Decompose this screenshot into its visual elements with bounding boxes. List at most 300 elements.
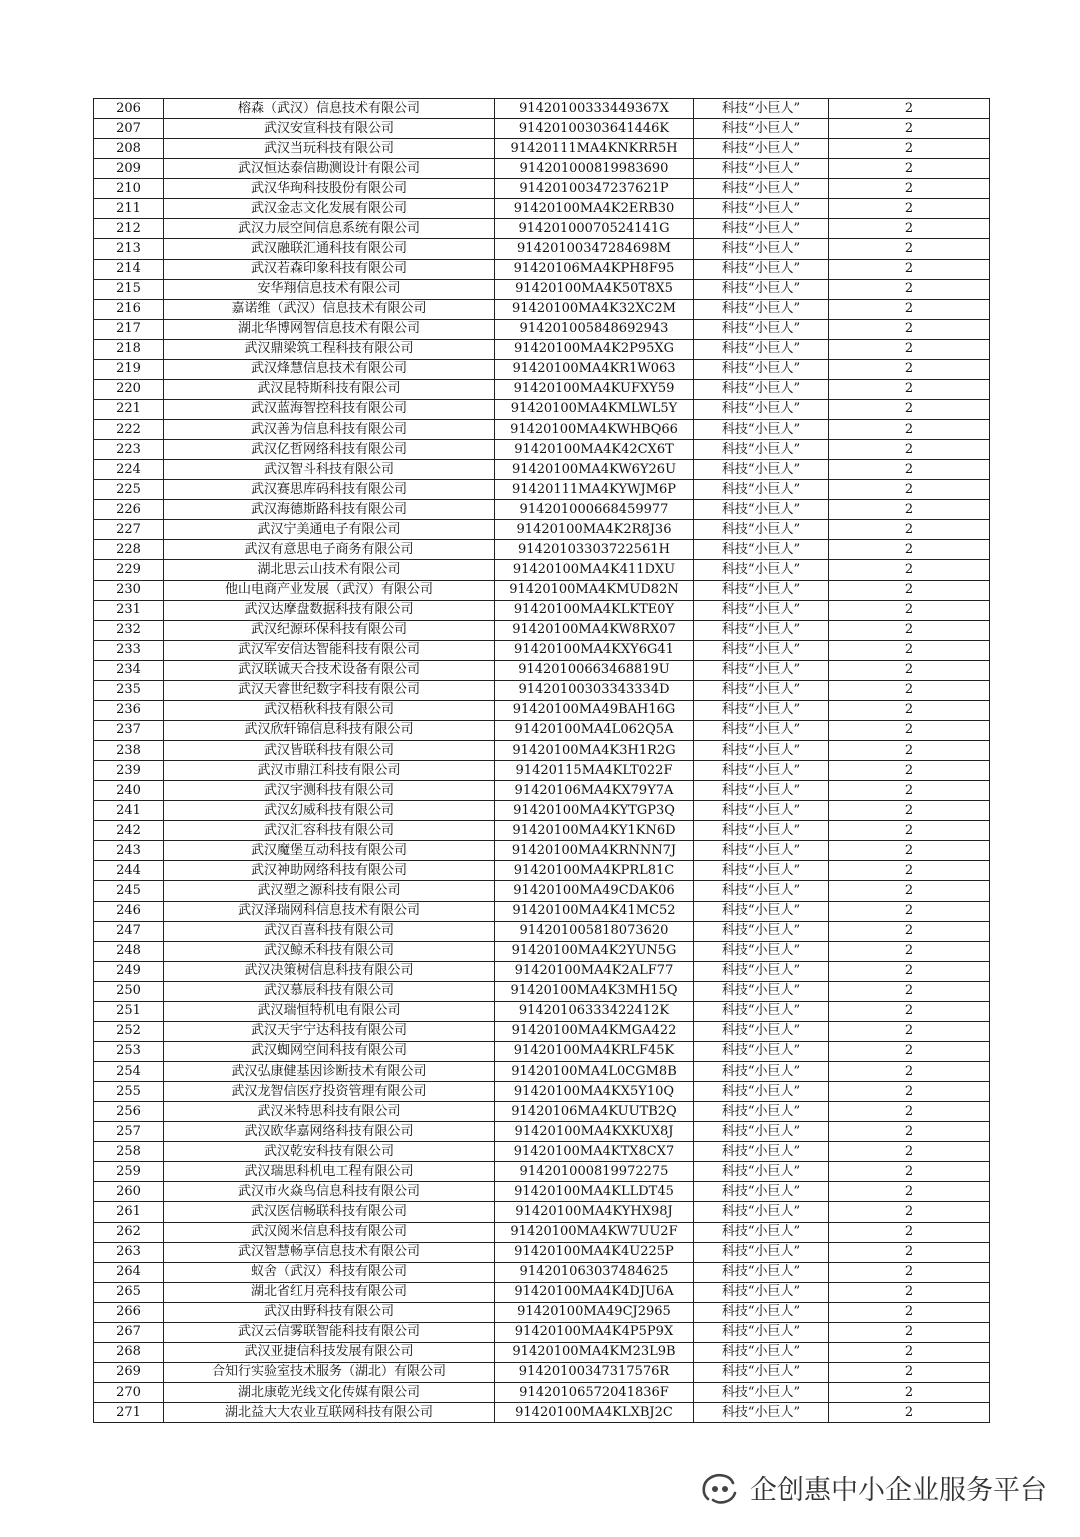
- category-cell: 科技“小巨人”: [694, 1021, 829, 1041]
- batch-cell: 2: [829, 420, 990, 440]
- table-row: [94, 279, 990, 299]
- company-name-cell: 武汉蓝海智控科技有限公司: [164, 399, 495, 419]
- table-row: [94, 1362, 990, 1382]
- category-cell: 科技“小巨人”: [694, 319, 829, 339]
- row-number-cell: 228: [94, 540, 164, 560]
- credit-code-cell: 91420100MA4K42CX6T: [495, 440, 694, 460]
- table-row: [94, 761, 990, 781]
- credit-code-cell: 91420100MA4KW8RX07: [495, 620, 694, 640]
- row-number-cell: 266: [94, 1302, 164, 1322]
- category-cell: 科技“小巨人”: [694, 680, 829, 700]
- credit-code-cell: 91420100MA4K2ERB30: [495, 199, 694, 219]
- credit-code-cell: 91420100070524141G: [495, 219, 694, 239]
- table-row: [94, 440, 990, 460]
- batch-cell: 2: [829, 1001, 990, 1021]
- batch-cell: 2: [829, 99, 990, 119]
- company-name-cell: 武汉欣轩锦信息科技有限公司: [164, 720, 495, 740]
- table-row: [94, 580, 990, 600]
- batch-cell: 2: [829, 560, 990, 580]
- table-row: [94, 219, 990, 239]
- row-number-cell: 270: [94, 1383, 164, 1403]
- credit-code-cell: 91420100MA4KW7UU2F: [495, 1222, 694, 1242]
- category-cell: 科技“小巨人”: [694, 1342, 829, 1362]
- credit-code-cell: 91420106MA4KPH8F95: [495, 259, 694, 279]
- table-row: [94, 1162, 990, 1182]
- table-row: [94, 399, 990, 419]
- table-row: [94, 239, 990, 259]
- category-cell: 科技“小巨人”: [694, 1082, 829, 1102]
- credit-code-cell: 91420115MA4KLT022F: [495, 761, 694, 781]
- table-row: [94, 119, 990, 139]
- row-number-cell: 237: [94, 720, 164, 740]
- batch-cell: 2: [829, 881, 990, 901]
- category-cell: 科技“小巨人”: [694, 1142, 829, 1162]
- credit-code-cell: 91420100MA4KYTGP3Q: [495, 801, 694, 821]
- row-number-cell: 227: [94, 520, 164, 540]
- row-number-cell: 262: [94, 1222, 164, 1242]
- table-row: [94, 379, 990, 399]
- category-cell: 科技“小巨人”: [694, 219, 829, 239]
- credit-code-cell: 91420100MA4KPRL81C: [495, 861, 694, 881]
- category-cell: 科技“小巨人”: [694, 480, 829, 500]
- company-name-cell: 武汉决策树信息科技有限公司: [164, 961, 495, 981]
- batch-cell: 2: [829, 781, 990, 801]
- company-name-cell: 武汉昆特斯科技有限公司: [164, 379, 495, 399]
- category-cell: 科技“小巨人”: [694, 1102, 829, 1122]
- batch-cell: 2: [829, 1142, 990, 1162]
- credit-code-cell: 91420100MA4K50T8X5: [495, 279, 694, 299]
- table-row: [94, 199, 990, 219]
- table-row: [94, 841, 990, 861]
- batch-cell: 2: [829, 921, 990, 941]
- credit-code-cell: 91420100MA4KRNNN7J: [495, 841, 694, 861]
- row-number-cell: 217: [94, 319, 164, 339]
- table-row: [94, 781, 990, 801]
- company-name-cell: 武汉瑞恒特机电有限公司: [164, 1001, 495, 1021]
- category-cell: 科技“小巨人”: [694, 981, 829, 1001]
- category-cell: 科技“小巨人”: [694, 119, 829, 139]
- batch-cell: 2: [829, 179, 990, 199]
- batch-cell: 2: [829, 279, 990, 299]
- credit-code-cell: 91420100MA4K2R8J36: [495, 520, 694, 540]
- category-cell: 科技“小巨人”: [694, 1202, 829, 1222]
- table-row: [94, 640, 990, 660]
- credit-code-cell: 914201000819983690: [495, 159, 694, 179]
- credit-code-cell: 91420106333422412K: [495, 1001, 694, 1021]
- category-cell: 科技“小巨人”: [694, 540, 829, 560]
- company-name-cell: 武汉蜘网空间科技有限公司: [164, 1041, 495, 1061]
- row-number-cell: 238: [94, 741, 164, 761]
- table-row: [94, 339, 990, 359]
- batch-cell: 2: [829, 580, 990, 600]
- company-name-cell: 武汉烽慧信息技术有限公司: [164, 359, 495, 379]
- company-name-cell: 湖北康乾光线文化传媒有限公司: [164, 1383, 495, 1403]
- batch-cell: 2: [829, 861, 990, 881]
- batch-cell: 2: [829, 1302, 990, 1322]
- batch-cell: 2: [829, 239, 990, 259]
- category-cell: 科技“小巨人”: [694, 1062, 829, 1082]
- category-cell: 科技“小巨人”: [694, 179, 829, 199]
- batch-cell: 2: [829, 680, 990, 700]
- credit-code-cell: 91420100MA4K4P5P9X: [495, 1322, 694, 1342]
- category-cell: 科技“小巨人”: [694, 1162, 829, 1182]
- category-cell: 科技“小巨人”: [694, 620, 829, 640]
- batch-cell: 2: [829, 660, 990, 680]
- row-number-cell: 256: [94, 1102, 164, 1122]
- batch-cell: 2: [829, 961, 990, 981]
- company-name-cell: 武汉百喜科技有限公司: [164, 921, 495, 941]
- credit-code-cell: 91420100MA4KY1KN6D: [495, 821, 694, 841]
- row-number-cell: 245: [94, 881, 164, 901]
- company-name-cell: 武汉海德斯路科技有限公司: [164, 500, 495, 520]
- row-number-cell: 214: [94, 259, 164, 279]
- table-row: [94, 1222, 990, 1242]
- row-number-cell: 231: [94, 600, 164, 620]
- batch-cell: 2: [829, 399, 990, 419]
- row-number-cell: 209: [94, 159, 164, 179]
- company-name-cell: 武汉智慧畅享信息技术有限公司: [164, 1242, 495, 1262]
- batch-cell: 2: [829, 821, 990, 841]
- table-row: [94, 1202, 990, 1222]
- category-cell: 科技“小巨人”: [694, 440, 829, 460]
- credit-code-cell: 91420100MA49CDAK06: [495, 881, 694, 901]
- credit-code-cell: 91420100MA4K3MH15Q: [495, 981, 694, 1001]
- table-row: [94, 741, 990, 761]
- company-name-cell: 武汉市鼎江科技有限公司: [164, 761, 495, 781]
- credit-code-cell: 91420100MA49BAH16G: [495, 700, 694, 720]
- credit-code-cell: 91420100333449367X: [495, 99, 694, 119]
- company-name-cell: 湖北华博网智信息技术有限公司: [164, 319, 495, 339]
- row-number-cell: 229: [94, 560, 164, 580]
- credit-code-cell: 91420100MA4KXKUX8J: [495, 1122, 694, 1142]
- credit-code-cell: 91420111MA4KYWJM6P: [495, 480, 694, 500]
- credit-code-cell: 91420100MA4K4U225P: [495, 1242, 694, 1262]
- table-row: [94, 700, 990, 720]
- company-name-cell: 武汉泽瑞网科信息技术有限公司: [164, 901, 495, 921]
- row-number-cell: 219: [94, 359, 164, 379]
- category-cell: 科技“小巨人”: [694, 500, 829, 520]
- company-name-cell: 湖北省红月亮科技有限公司: [164, 1282, 495, 1302]
- batch-cell: 2: [829, 259, 990, 279]
- batch-cell: 2: [829, 319, 990, 339]
- batch-cell: 2: [829, 299, 990, 319]
- company-name-cell: 武汉鲸禾科技有限公司: [164, 941, 495, 961]
- category-cell: 科技“小巨人”: [694, 99, 829, 119]
- table-row: [94, 821, 990, 841]
- batch-cell: 2: [829, 981, 990, 1001]
- row-number-cell: 267: [94, 1322, 164, 1342]
- category-cell: 科技“小巨人”: [694, 841, 829, 861]
- row-number-cell: 221: [94, 399, 164, 419]
- category-cell: 科技“小巨人”: [694, 359, 829, 379]
- credit-code-cell: 91420106572041836F: [495, 1383, 694, 1403]
- row-number-cell: 247: [94, 921, 164, 941]
- batch-cell: 2: [829, 640, 990, 660]
- row-number-cell: 215: [94, 279, 164, 299]
- row-number-cell: 235: [94, 680, 164, 700]
- table-row: [94, 600, 990, 620]
- category-cell: 科技“小巨人”: [694, 1001, 829, 1021]
- table-row: [94, 299, 990, 319]
- category-cell: 科技“小巨人”: [694, 399, 829, 419]
- category-cell: 科技“小巨人”: [694, 1182, 829, 1202]
- credit-code-cell: 91420100MA49CJ2965: [495, 1302, 694, 1322]
- batch-cell: 2: [829, 199, 990, 219]
- credit-code-cell: 91420100347317576R: [495, 1362, 694, 1382]
- company-name-cell: 武汉华珣科技股份有限公司: [164, 179, 495, 199]
- batch-cell: 2: [829, 1282, 990, 1302]
- credit-code-cell: 91420100MA4K41MC52: [495, 901, 694, 921]
- table-row: [94, 1242, 990, 1262]
- row-number-cell: 268: [94, 1342, 164, 1362]
- row-number-cell: 248: [94, 941, 164, 961]
- row-number-cell: 240: [94, 781, 164, 801]
- company-name-cell: 武汉天睿世纪数字科技有限公司: [164, 680, 495, 700]
- row-number-cell: 250: [94, 981, 164, 1001]
- credit-code-cell: 91420100MA4K2YUN5G: [495, 941, 694, 961]
- company-list-table: [93, 98, 990, 1423]
- category-cell: 科技“小巨人”: [694, 741, 829, 761]
- company-name-cell: 武汉鼎梁筑工程科技有限公司: [164, 339, 495, 359]
- credit-code-cell: 91420103303722561H: [495, 540, 694, 560]
- credit-code-cell: 914201000668459977: [495, 500, 694, 520]
- row-number-cell: 259: [94, 1162, 164, 1182]
- table-row: [94, 520, 990, 540]
- credit-code-cell: 91420100MA4L062Q5A: [495, 720, 694, 740]
- company-name-cell: 武汉龙智信医疗投资管理有限公司: [164, 1082, 495, 1102]
- row-number-cell: 208: [94, 139, 164, 159]
- company-name-cell: 武汉智斗科技有限公司: [164, 460, 495, 480]
- category-cell: 科技“小巨人”: [694, 1041, 829, 1061]
- row-number-cell: 252: [94, 1021, 164, 1041]
- company-name-cell: 武汉亚捷信科技发展有限公司: [164, 1342, 495, 1362]
- company-name-cell: 合知行实验室技术服务（湖北）有限公司: [164, 1362, 495, 1382]
- row-number-cell: 243: [94, 841, 164, 861]
- company-name-cell: 武汉有意思电子商务有限公司: [164, 540, 495, 560]
- table-row: [94, 961, 990, 981]
- company-name-cell: 武汉弘康健基因诊断技术有限公司: [164, 1062, 495, 1082]
- category-cell: 科技“小巨人”: [694, 259, 829, 279]
- category-cell: 科技“小巨人”: [694, 159, 829, 179]
- category-cell: 科技“小巨人”: [694, 1302, 829, 1322]
- company-name-cell: 武汉塑之源科技有限公司: [164, 881, 495, 901]
- company-name-cell: 湖北益大大农业互联网科技有限公司: [164, 1403, 495, 1423]
- category-cell: 科技“小巨人”: [694, 761, 829, 781]
- table-row: [94, 1182, 990, 1202]
- category-cell: 科技“小巨人”: [694, 1242, 829, 1262]
- category-cell: 科技“小巨人”: [694, 781, 829, 801]
- company-name-cell: 武汉市火焱鸟信息科技有限公司: [164, 1182, 495, 1202]
- credit-code-cell: 91420100MA4KTX8CX7: [495, 1142, 694, 1162]
- table-row: [94, 179, 990, 199]
- company-name-cell: 蚁舍（武汉）科技有限公司: [164, 1262, 495, 1282]
- batch-cell: 2: [829, 1062, 990, 1082]
- credit-code-cell: 91420100MA4KUFXY59: [495, 379, 694, 399]
- category-cell: 科技“小巨人”: [694, 560, 829, 580]
- row-number-cell: 206: [94, 99, 164, 119]
- category-cell: 科技“小巨人”: [694, 1262, 829, 1282]
- batch-cell: 2: [829, 1383, 990, 1403]
- credit-code-cell: 91420106MA4KUUTB2Q: [495, 1102, 694, 1122]
- batch-cell: 2: [829, 1403, 990, 1423]
- category-cell: 科技“小巨人”: [694, 1122, 829, 1142]
- row-number-cell: 223: [94, 440, 164, 460]
- category-cell: 科技“小巨人”: [694, 961, 829, 981]
- batch-cell: 2: [829, 440, 990, 460]
- company-name-cell: 武汉阅米信息科技有限公司: [164, 1222, 495, 1242]
- credit-code-cell: 91420100MA4K2P95XG: [495, 339, 694, 359]
- table-row: [94, 460, 990, 480]
- company-name-cell: 武汉天宇宁达科技有限公司: [164, 1021, 495, 1041]
- category-cell: 科技“小巨人”: [694, 901, 829, 921]
- category-cell: 科技“小巨人”: [694, 821, 829, 841]
- row-number-cell: 261: [94, 1202, 164, 1222]
- company-name-cell: 武汉赛思库码科技有限公司: [164, 480, 495, 500]
- table-row: [94, 620, 990, 640]
- batch-cell: 2: [829, 540, 990, 560]
- company-name-cell: 武汉云信雾联智能科技有限公司: [164, 1322, 495, 1342]
- category-cell: 科技“小巨人”: [694, 339, 829, 359]
- row-number-cell: 260: [94, 1182, 164, 1202]
- row-number-cell: 220: [94, 379, 164, 399]
- category-cell: 科技“小巨人”: [694, 199, 829, 219]
- table-row: [94, 1342, 990, 1362]
- table-body: [94, 99, 990, 1423]
- credit-code-cell: 91420100MA4L0CGM8B: [495, 1062, 694, 1082]
- credit-code-cell: 91420100303343334D: [495, 680, 694, 700]
- company-name-cell: 武汉梧秋科技有限公司: [164, 700, 495, 720]
- category-cell: 科技“小巨人”: [694, 801, 829, 821]
- row-number-cell: 210: [94, 179, 164, 199]
- company-name-cell: 武汉皆联科技有限公司: [164, 741, 495, 761]
- row-number-cell: 265: [94, 1282, 164, 1302]
- batch-cell: 2: [829, 1322, 990, 1342]
- company-name-cell: 武汉融联汇通科技有限公司: [164, 239, 495, 259]
- table-row: [94, 99, 990, 119]
- company-name-cell: 武汉金志文化发展有限公司: [164, 199, 495, 219]
- batch-cell: 2: [829, 901, 990, 921]
- row-number-cell: 263: [94, 1242, 164, 1262]
- company-name-cell: 武汉欧华嘉网络科技有限公司: [164, 1122, 495, 1142]
- company-name-cell: 武汉汇容科技有限公司: [164, 821, 495, 841]
- table-row: [94, 480, 990, 500]
- company-name-cell: 武汉米特思科技有限公司: [164, 1102, 495, 1122]
- credit-code-cell: 91420100347284698M: [495, 239, 694, 259]
- row-number-cell: 224: [94, 460, 164, 480]
- category-cell: 科技“小巨人”: [694, 239, 829, 259]
- batch-cell: 2: [829, 741, 990, 761]
- row-number-cell: 225: [94, 480, 164, 500]
- table-row: [94, 159, 990, 179]
- company-name-cell: 武汉安宣科技有限公司: [164, 119, 495, 139]
- table-row: [94, 680, 990, 700]
- table-row: [94, 500, 990, 520]
- category-cell: 科技“小巨人”: [694, 1282, 829, 1302]
- category-cell: 科技“小巨人”: [694, 700, 829, 720]
- row-number-cell: 244: [94, 861, 164, 881]
- row-number-cell: 257: [94, 1122, 164, 1142]
- credit-code-cell: 91420100MA4KMGA422: [495, 1021, 694, 1041]
- batch-cell: 2: [829, 700, 990, 720]
- company-name-cell: 武汉宁美通电子有限公司: [164, 520, 495, 540]
- credit-code-cell: 91420100MA4KMLWL5Y: [495, 399, 694, 419]
- category-cell: 科技“小巨人”: [694, 720, 829, 740]
- row-number-cell: 218: [94, 339, 164, 359]
- table-row: [94, 1062, 990, 1082]
- table-row: [94, 560, 990, 580]
- credit-code-cell: 91420100MA4KW6Y26U: [495, 460, 694, 480]
- row-number-cell: 211: [94, 199, 164, 219]
- category-cell: 科技“小巨人”: [694, 139, 829, 159]
- row-number-cell: 226: [94, 500, 164, 520]
- row-number-cell: 246: [94, 901, 164, 921]
- company-name-cell: 武汉医信畅联科技有限公司: [164, 1202, 495, 1222]
- wechat-official-account-icon: [700, 1469, 740, 1505]
- batch-cell: 2: [829, 460, 990, 480]
- row-number-cell: 233: [94, 640, 164, 660]
- table-row: [94, 1102, 990, 1122]
- company-name-cell: 武汉魔堡互动科技有限公司: [164, 841, 495, 861]
- batch-cell: 2: [829, 500, 990, 520]
- batch-cell: 2: [829, 941, 990, 961]
- watermark: [700, 1467, 1047, 1507]
- category-cell: 科技“小巨人”: [694, 640, 829, 660]
- credit-code-cell: 91420100347237621P: [495, 179, 694, 199]
- company-name-cell: 武汉达摩盘数据科技有限公司: [164, 600, 495, 620]
- credit-code-cell: 914201005818073620: [495, 921, 694, 941]
- category-cell: 科技“小巨人”: [694, 1362, 829, 1382]
- credit-code-cell: 91420100MA4KMUD82N: [495, 580, 694, 600]
- table-row: [94, 801, 990, 821]
- batch-cell: 2: [829, 1162, 990, 1182]
- category-cell: 科技“小巨人”: [694, 520, 829, 540]
- batch-cell: 2: [829, 1342, 990, 1362]
- batch-cell: 2: [829, 1222, 990, 1242]
- table-row: [94, 1082, 990, 1102]
- table-row: [94, 1403, 990, 1423]
- table-row: [94, 921, 990, 941]
- credit-code-cell: 91420100MA4KXY6G41: [495, 640, 694, 660]
- table-row: [94, 660, 990, 680]
- batch-cell: 2: [829, 520, 990, 540]
- table-row: [94, 1262, 990, 1282]
- table-row: [94, 1322, 990, 1342]
- category-cell: 科技“小巨人”: [694, 941, 829, 961]
- company-name-cell: 武汉军安信达智能科技有限公司: [164, 640, 495, 660]
- row-number-cell: 216: [94, 299, 164, 319]
- company-name-cell: 武汉由野科技有限公司: [164, 1302, 495, 1322]
- credit-code-cell: 91420100MA4KWHBQ66: [495, 420, 694, 440]
- credit-code-cell: 91420100MA4KRLF45K: [495, 1041, 694, 1061]
- company-name-cell: 武汉慕辰科技有限公司: [164, 981, 495, 1001]
- row-number-cell: 254: [94, 1062, 164, 1082]
- row-number-cell: 253: [94, 1041, 164, 1061]
- row-number-cell: 236: [94, 700, 164, 720]
- credit-code-cell: 91420100MA4KLKTE0Y: [495, 600, 694, 620]
- row-number-cell: 241: [94, 801, 164, 821]
- batch-cell: 2: [829, 1082, 990, 1102]
- watermark-text: 企创惠中小企业服务平台: [750, 1474, 1047, 1506]
- table-row: [94, 139, 990, 159]
- batch-cell: 2: [829, 1182, 990, 1202]
- batch-cell: 2: [829, 359, 990, 379]
- table-row: [94, 319, 990, 339]
- row-number-cell: 242: [94, 821, 164, 841]
- company-name-cell: 武汉亿哲网络科技有限公司: [164, 440, 495, 460]
- company-name-cell: 武汉恒达泰信勘测设计有限公司: [164, 159, 495, 179]
- row-number-cell: 239: [94, 761, 164, 781]
- batch-cell: 2: [829, 720, 990, 740]
